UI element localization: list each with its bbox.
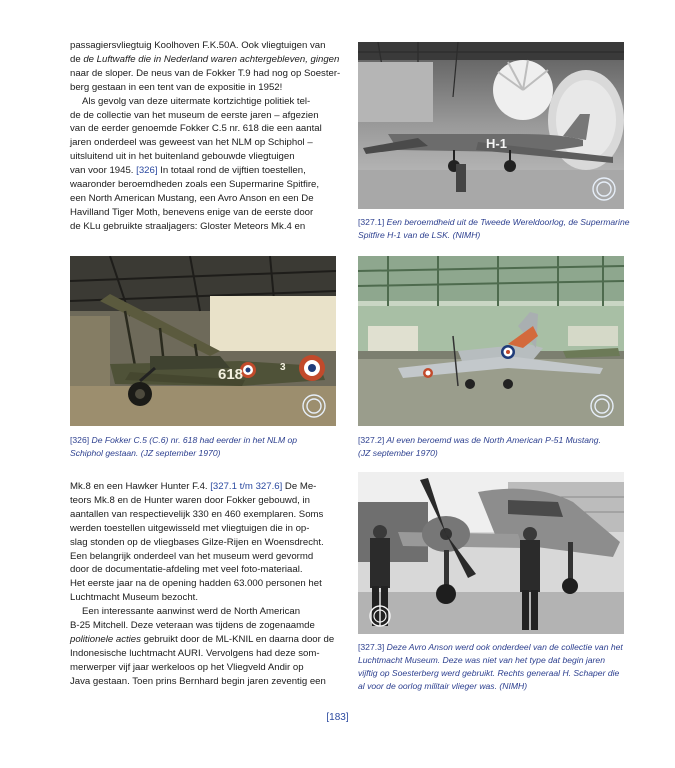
text-line: B-25 Mitchell. Deze veteraan was tijdens de zogenaamde [70,620,315,632]
text-line: Een interessante aanwinst werd de North American [82,606,301,618]
text-line: van de eerder genoemde Fokker C.5 nr. 618 die een aantal [70,123,322,135]
caption-line [70,434,360,447]
caption-text: Deze Avro Anson werd ook onderdeel van de collectie van het [384,642,623,652]
body-text-bottom [70,480,342,689]
text-span: De Me- [282,481,317,492]
text-span: van voor 1945. [70,165,134,177]
text-line: jaren onderdeel was geweest van het NLM op Schiphol – [70,137,313,149]
photo-fokker-c5 [70,256,336,426]
caption-line: (JZ september 1970) [358,448,438,458]
text-line: de KLu gebruikte straaljagers: Gloster Meteors Mk.4 en [70,220,306,232]
caption-327-1 [358,216,648,242]
photo-p51-mustang [358,256,624,426]
text-line: door de documentatie-afdeling met veel foto-materiaal. [70,564,303,576]
text-span: Mk.8 en een Hawker Hunter F.4. [70,481,211,492]
text-line [70,480,342,494]
caption-line: vijftig op Soesterberg werd gebruikt. Rechts generaal H. Schaper die [358,668,620,678]
text-line: Havilland Tiger Moth, benevens enige van de eerste door [70,206,314,218]
fokker-code-label: 618 [218,366,244,383]
body-text-top [70,39,342,234]
caption-line: Luchtmacht Museum. Deze was niet van het type dat begin jaren [358,655,605,665]
text-line: naar de sloper. De neus van de Fokker T.9 had nog op Soester- [70,67,341,79]
luftwaffe-line: de Luftwaffe die in Nederland waren achtergebleven, gingen [83,53,340,65]
caption-number: [327.3] [358,642,385,652]
text-line: Indonesische luchtmacht AURI. Vervolgens had deze som- [70,647,320,659]
figure-reference-327[interactable]: [327.1 t/m 327.6] [210,481,283,492]
text-line: een North American Mustang, een Avro Anson en een De [70,192,314,204]
text-line: Een belangrijk onderdeel van het museum werd gevormd [70,550,314,562]
text-line: de de Luftwaffe die in Nederland waren achtergebleven, gingen [70,53,340,65]
caption-text: Een beroemdheid uit de Tweede Wereldoorlog, de Supermarine [384,217,630,227]
spitfire-image [358,42,624,209]
mustang-image [358,256,624,426]
text-line: merwerper vijf jaar werkeloos op het Vliegveld Andir op [70,661,304,673]
anson-image [358,472,624,634]
italic-term: politionele acties [70,633,141,645]
figure-reference-326[interactable]: [326] [136,165,158,177]
text-line: werden toestellen uitgewisseld met vliegtuigen die in op- [70,522,310,534]
text-line: teors Mk.8 en de Hunter waren door Fokker gebouwd, in [70,494,310,506]
text-line: passagiersvliegtuig Koolhoven F.K.50A. Ook vliegtuigen van [70,40,326,51]
caption-number: [326] [70,435,90,445]
caption-number: [327.2] [358,435,385,445]
text-line: Het eerste jaar na de opening hadden 63.000 personen het [70,578,322,590]
text-span: In totaal rond de vijftien toestellen, [157,165,306,177]
text-line: uitsluitend uit in het buitenland gebouwde vliegtuigen [70,151,295,163]
text-line: aantallen van respectievelijk 330 en 460 exemplaren. Soms [70,508,324,520]
spitfire-code-label: H-1 [486,136,507,151]
text-span: gebruikt door de ML-KNIL en daarna door de [140,633,335,645]
page-number: [183] [326,712,349,723]
photo-spitfire [358,42,624,209]
fokker-tail-label: 3 [280,362,286,373]
caption-line [358,641,658,654]
photo-avro-anson [358,472,624,634]
text-line: Luchtmacht Museum bezocht. [70,592,198,604]
caption-text: De Fokker C.5 (C.6) nr. 618 had eerder in het NLM op [89,435,298,445]
caption-line: Schiphol gestaan. (JZ september 1970) [70,448,221,458]
text-line: Java gestaan. Toen prins Bernhard begin jaren zeventig een [70,675,326,687]
text-line: Als gevolg van deze uitermate kortzichtige politiek tel- [82,95,311,107]
caption-327-3 [358,641,658,693]
caption-line: al voor de oorlog militair vlieger was. (NIMH) [358,681,528,691]
text-line: waaronder beroemdheden zoals een Supermarine Spitfire, [70,179,320,191]
text-line: de de collectie van het museum de eerste jaren – afgezien [70,109,319,121]
text-line: slag stonden op de vliegbases Gilze-Rijen en Woensdrecht. [70,536,324,548]
text-line [70,633,342,647]
caption-line [358,434,648,447]
caption-line: Spitfire H-1 van de LSK. (NIMH) [358,230,481,240]
caption-326 [70,434,360,460]
text-line: berg gestaan in een tent van de expositie in 1952! [70,81,283,93]
text-line [70,164,342,178]
caption-number: [327.1] [358,217,385,227]
caption-327-2 [358,434,648,460]
caption-text: Al even beroemd was de North American P-51 Mustang. [384,435,601,445]
fokker-image [70,256,336,426]
caption-line [358,216,648,229]
